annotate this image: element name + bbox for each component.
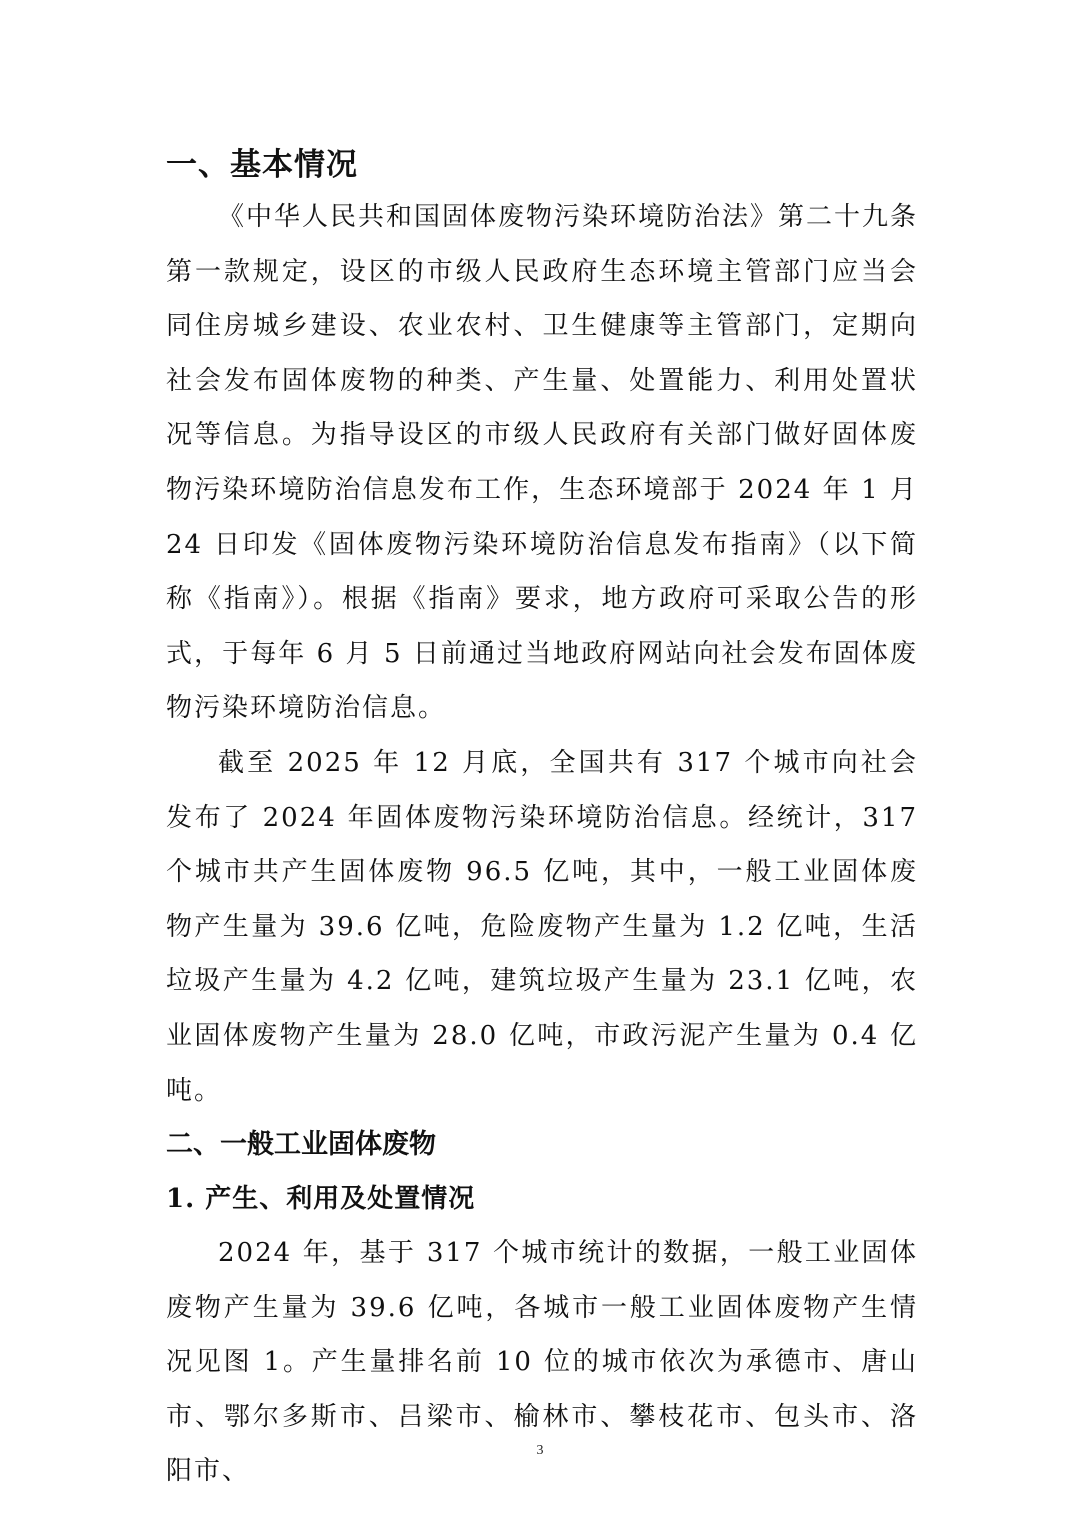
page-body	[166, 140, 918, 1499]
page-number: 3	[536, 1443, 544, 1458]
paragraph-statistics: 截至 2025 年 12 月底，全国共有 317 个城市向社会发布了 2024 年固体废物污染环境防治信息。经统计，317 个城市共产生固体废物 96.5 亿吨，其中，一般工业固体废物产生量为 39.6 亿吨，危险废物产生量为 1.2 亿吨，生活垃圾产生量为 4.2 亿吨，建筑垃圾产生量为 23.1 亿吨，农业固体废物产生量为 28.0 亿吨，市政污泥产生量为 0.4 亿吨。	[166, 747, 918, 1106]
paragraph-legal-basis: 《中华人民共和国固体废物污染环境防治法》第二十九条第一款规定，设区的市级人民政府生态环境主管部门应当会同住房城乡建设、农业农村、卫生健康等主管部门，定期向社会发布固体废物的种类、产生量、处置能力、利用处置状况等信息。为指导设区的市级人民政府有关部门做好固体废物污染环境防治信息发布工作，生态环境部于 2024 年 1 月 24 日印发《固体废物污染环境防治信息发布指南》（以下简称《指南》）。根据《指南》要求，地方政府可采取公告的形式，于每年 6 月 5 日前通过当地政府网站向社会发布固体废物污染环境防治信息。	[166, 202, 919, 724]
section-heading-basic: 一、基本情况	[166, 147, 358, 183]
section-heading-industrial-waste: 二、一般工业固体废物	[166, 1129, 436, 1161]
subsection-heading-generation: 1. 产生、利用及处置情况	[166, 1184, 476, 1215]
paragraph-industrial-generation: 2024 年，基于 317 个城市统计的数据，一般工业固体废物产生量为 39.6 亿吨，各城市一般工业固体废物产生情况见图 1。产生量排名前 10 位的城市依次为承德市、唐山市、鄂尔多斯市、吕梁市、榆林市、攀枝花市、包头市、洛阳市、	[166, 1238, 918, 1487]
